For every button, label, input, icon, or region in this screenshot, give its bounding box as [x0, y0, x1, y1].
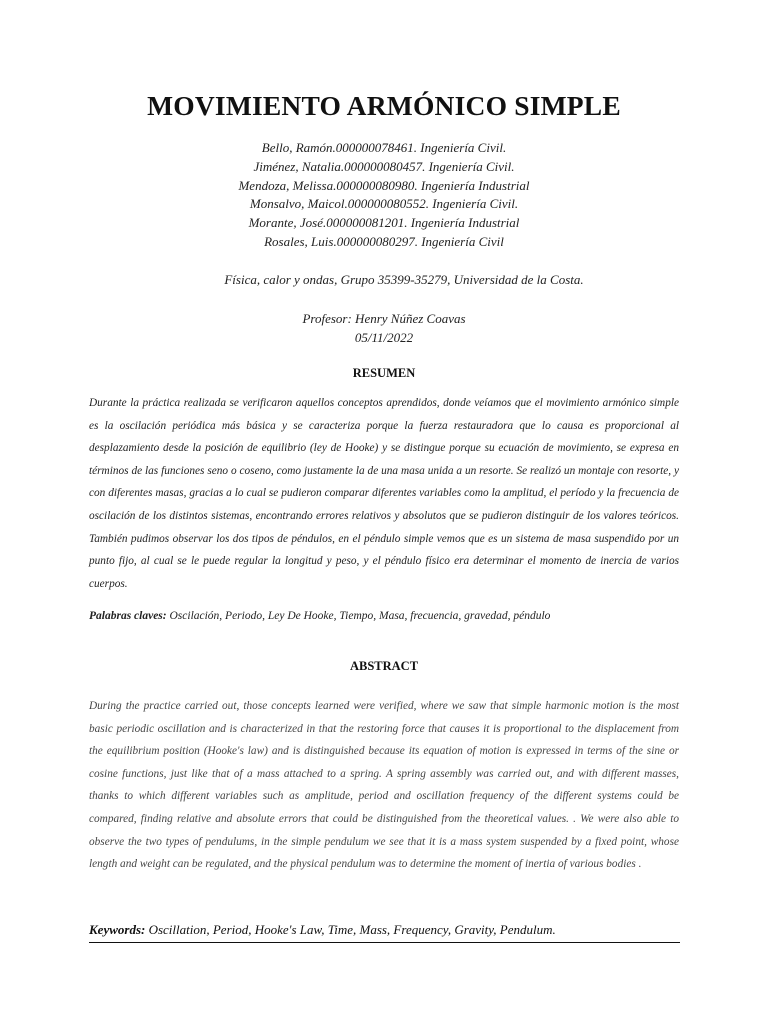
affiliation-line [0, 272, 768, 288]
abstract-heading: ABSTRACT [349, 659, 419, 673]
palabras-claves-label: Palabras claves: [89, 610, 167, 622]
author-line: Morante, José.000000081201. Ingeniería Industrial [248, 215, 520, 231]
author-line: Monsalvo, Maicol.000000080552. Ingeniería Civil. [249, 196, 519, 212]
abstract-paragraph: During the practice carried out, those concepts learned were verified, where we saw that simple harmonic motion is the most basic periodic oscillation and is characterized in that the restoring force that causes it is proportional to the displacement from the equilibrium position (Hooke's law) and is distinguished because its equation of motion is expressed in terms of the sine or cosine functions, just like that of a mass attached to a spring. A spring assembly was carried out, and with different masses, thanks to which different variables such as amplitude, period and oscillation frequency of the different systems could be compared, finding relative and absolute errors that could be distinguished from the theoretical values. . We were also able to observe the two types of pendulums, in the simple pendulum we see that it is a mass system suspended by a fixed point, whose length and weight can be regulated, and the physical pendulum was to determine the moment of inertia of various bodies . [89, 700, 679, 871]
author-line: Rosales, Luis.000000080297. Ingeniería Civil [264, 233, 504, 249]
paper-title: MOVIMIENTO ARMÓNICO SIMPLE [147, 90, 621, 121]
resumen-paragraph: Durante la práctica realizada se verificaron aquellos conceptos aprendidos, donde veíamos que el movimiento armónico simple es la oscilación periódica más básica y se caracteriza porque la fuerza restauradora que lo causa es proporcional al desplazamiento desde la posición de equilibrio (ley de Hooke) y se distingue porque su ecuación de movimiento, se expresa en términos de las funciones seno o coseno, como justamente la de una masa unida a un resorte. Se realizó un montaje con resorte, y con diferentes masas, gracias a lo cual se pudieron comparar diferentes variables como la amplitud, el período y la frecuencia de oscilación de los distintos sistemas, encontrando errores relativos y absolutos que se pudieron distinguir de los valores teóricos. También pudimos observar los dos tipos de péndulos, en el péndulo simple vemos que es un sistema de masa suspendido por un punto fijo, al cual se le puede regular la longitud y peso, y el péndulo físico era determinar el momento de inercia de varios cuerpos. [89, 397, 679, 590]
palabras-claves-text: Oscilación, Periodo, Ley De Hooke, Tiempo, Masa, frecuencia, gravedad, péndulo [166, 610, 551, 622]
resumen-heading: RESUMEN [352, 366, 416, 380]
author-line: Bello, Ramón.000000078461. Ingeniería Civil. [261, 140, 507, 155]
affiliation-text: Física, calor y ondas, Grupo 35399-35279, Universidad de la Costa. [224, 272, 584, 287]
section-divider [89, 942, 680, 943]
author-list [0, 139, 768, 252]
palabras-claves-line [89, 610, 679, 622]
author-line: Jiménez, Natalia.000000080457. Ingeniería Civil. [253, 158, 515, 174]
keywords-label: Keywords: [89, 922, 146, 937]
professor-name: Profesor: Henry Núñez Coavas [302, 311, 466, 326]
paper-date: 05/11/2022 [354, 329, 414, 345]
professor-block [0, 310, 768, 347]
keywords-text: Oscillation, Period, Hooke's Law, Time, Mass, Frequency, Gravity, Pendulum. [145, 922, 556, 937]
keywords-line [89, 922, 679, 938]
author-line: Mendoza, Melissa.000000080980. Ingeniería Industrial [238, 177, 530, 193]
